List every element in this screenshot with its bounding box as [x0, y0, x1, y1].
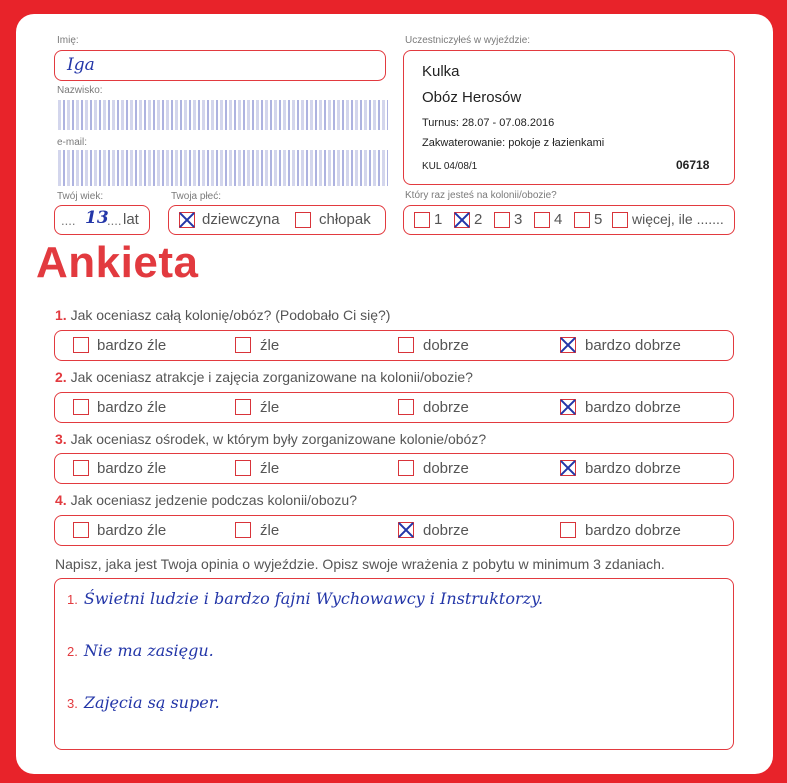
imie-field[interactable]: [54, 50, 386, 81]
q3-dobrze-checkbox[interactable]: [398, 460, 414, 476]
wiek-value: 13: [85, 208, 109, 228]
q4-zle-checkbox[interactable]: [235, 522, 251, 538]
q4-dobrze-checkbox[interactable]: [398, 522, 414, 538]
q1-bardzo-zle-checkbox[interactable]: [73, 337, 89, 353]
opinion-line-2: [67, 641, 214, 660]
q2-bardzo-zle-checkbox[interactable]: [73, 399, 89, 415]
opinion-line-1: [67, 589, 543, 608]
q4-zle-label: źle: [260, 522, 280, 539]
q1-bardzo-dobrze-checkbox[interactable]: [560, 337, 576, 353]
q2-dobrze-label: dobrze: [423, 399, 469, 416]
question-4-options: [54, 515, 734, 546]
wiek-dots: ....: [61, 213, 76, 228]
q2-bardzo-dobrze-checkbox[interactable]: [560, 399, 576, 415]
q2-zle-checkbox[interactable]: [235, 399, 251, 415]
question-1-number: 1.: [55, 307, 67, 323]
question-3-text: Jak oceniasz ośrodek, w którym były zorganizowane kolonie/obóz?: [70, 431, 487, 447]
question-3: [55, 431, 486, 447]
q3-dobrze-label: dobrze: [423, 460, 469, 477]
ktory-raz-5-checkbox[interactable]: [574, 212, 590, 228]
q1-zle-checkbox[interactable]: [235, 337, 251, 353]
q4-bardzo-dobrze-checkbox[interactable]: [560, 522, 576, 538]
q3-bardzo-zle-checkbox[interactable]: [73, 460, 89, 476]
ktory-raz-field: [403, 205, 735, 235]
q4-bardzo-zle-label: bardzo źle: [97, 522, 167, 539]
card-numer: 06718: [676, 158, 710, 172]
plec-field: [168, 205, 386, 235]
plec-chlopak-label: chłopak: [319, 211, 371, 228]
uczestnik-label: Uczestniczyłeś w wyjeździe:: [405, 35, 531, 46]
question-3-options: [54, 453, 734, 484]
nazwisko-redacted: [58, 100, 388, 130]
q2-bardzo-zle-label: bardzo źle: [97, 399, 167, 416]
question-2-options: [54, 392, 734, 423]
card-name: Kulka: [422, 63, 460, 80]
q3-bardzo-dobrze-label: bardzo dobrze: [585, 460, 681, 477]
ktory-raz-1-checkbox[interactable]: [414, 212, 430, 228]
opinion-line-3-number: 3.: [67, 696, 78, 711]
question-1-options: [54, 330, 734, 361]
question-1: [55, 307, 390, 323]
q1-zle-label: źle: [260, 337, 280, 354]
survey-title: Ankieta: [36, 238, 199, 287]
wiek-dots-2: ....: [107, 213, 122, 228]
q3-zle-label: źle: [260, 460, 280, 477]
q4-bardzo-zle-checkbox[interactable]: [73, 522, 89, 538]
opinion-prompt: Napisz, jaka jest Twoja opinia o wyjeździe. Opisz swoje wrażenia z pobytu w minimum 3 zdaniach.: [55, 556, 665, 572]
ktory-raz-wiecej-label: więcej, ile .......: [632, 211, 724, 227]
q1-bardzo-dobrze-label: bardzo dobrze: [585, 337, 681, 354]
question-4: [55, 492, 357, 508]
ktory-raz-2-label: 2: [474, 211, 483, 228]
question-2-number: 2.: [55, 369, 67, 385]
opinion-line-2-text: Nie ma zasięgu.: [83, 641, 214, 660]
q3-bardzo-dobrze-checkbox[interactable]: [560, 460, 576, 476]
q4-bardzo-dobrze-label: bardzo dobrze: [585, 522, 681, 539]
plec-dziewczyna-label: dziewczyna: [202, 211, 280, 228]
opinion-line-2-number: 2.: [67, 644, 78, 659]
q1-dobrze-label: dobrze: [423, 337, 469, 354]
ktory-raz-4-checkbox[interactable]: [534, 212, 550, 228]
q2-bardzo-dobrze-label: bardzo dobrze: [585, 399, 681, 416]
plec-dziewczyna-checkbox[interactable]: [179, 212, 195, 228]
plec-chlopak-checkbox[interactable]: [295, 212, 311, 228]
participant-card: [403, 50, 735, 185]
email-label: e-mail:: [57, 137, 88, 148]
wiek-label: Twój wiek:: [57, 191, 104, 202]
opinion-line-3: [67, 693, 220, 712]
question-4-text: Jak oceniasz jedzenie podczas kolonii/obozu?: [70, 492, 357, 508]
question-3-number: 3.: [55, 431, 67, 447]
question-1-text: Jak oceniasz całą kolonię/obóz? (Podobało Ci się?): [70, 307, 391, 323]
question-2-text: Jak oceniasz atrakcje i zajęcia zorganizowane na kolonii/obozie?: [70, 369, 473, 385]
opinion-line-1-text: Świetni ludzie i bardzo fajni Wychowawcy i Instruktorzy.: [83, 589, 544, 608]
ktory-raz-5-label: 5: [594, 211, 603, 228]
nazwisko-label: Nazwisko:: [57, 85, 103, 96]
imie-value: Iga: [67, 55, 95, 75]
email-redacted: [58, 150, 388, 186]
q4-dobrze-label: dobrze: [423, 522, 469, 539]
q3-zle-checkbox[interactable]: [235, 460, 251, 476]
opinion-textarea[interactable]: [54, 578, 734, 750]
question-4-number: 4.: [55, 492, 67, 508]
ktory-raz-1-label: 1: [434, 211, 443, 228]
q3-bardzo-zle-label: bardzo źle: [97, 460, 167, 477]
ktory-raz-3-label: 3: [514, 211, 523, 228]
q1-dobrze-checkbox[interactable]: [398, 337, 414, 353]
card-turnus: Turnus: 28.07 - 07.08.2016: [422, 117, 555, 129]
question-2: [55, 369, 473, 385]
wiek-field[interactable]: [54, 205, 150, 235]
ktory-raz-4-label: 4: [554, 211, 563, 228]
imie-label: Imię:: [57, 35, 79, 46]
card-zakwaterowanie: Zakwaterowanie: pokoje z łazienkami: [422, 137, 605, 149]
ktory-raz-3-checkbox[interactable]: [494, 212, 510, 228]
ktory-raz-2-checkbox[interactable]: [454, 212, 470, 228]
wiek-unit: lat: [123, 211, 139, 228]
q1-bardzo-zle-label: bardzo źle: [97, 337, 167, 354]
card-camp: Obóz Herosów: [422, 89, 522, 106]
card-kod: KUL 04/08/1: [422, 161, 478, 172]
ktory-raz-label: Który raz jesteś na kolonii/obozie?: [405, 190, 557, 201]
ktory-raz-wiecej-checkbox[interactable]: [612, 212, 628, 228]
opinion-line-1-number: 1.: [67, 592, 78, 607]
q2-zle-label: źle: [260, 399, 280, 416]
opinion-line-3-text: Zajęcia są super.: [83, 693, 220, 712]
q2-dobrze-checkbox[interactable]: [398, 399, 414, 415]
plec-label: Twoja płeć:: [171, 191, 222, 202]
